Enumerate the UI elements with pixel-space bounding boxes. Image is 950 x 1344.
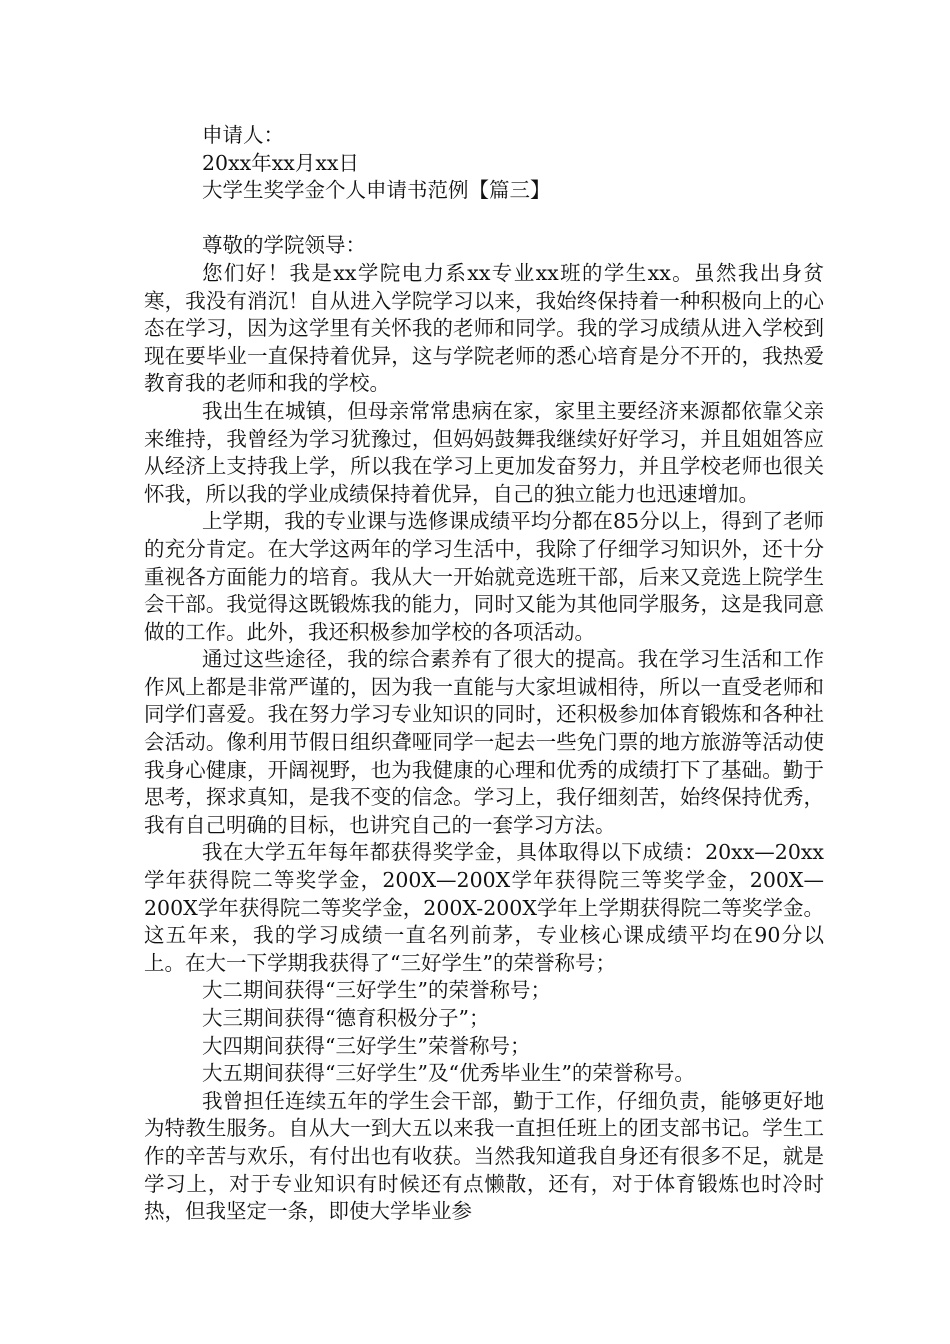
paragraph-2: 我出生在城镇，但母亲常常患病在家，家里主要经济来源都依靠父亲来维持，我曾经为学习犹豫过，但妈妈鼓舞我继续好好学习，并且姐姐答应从经济上支持我上学，所以我在学习上更加发奋努力，并且学校老师也很关怀我，所以我的学业成绩保持着优异，自己的独立能力也迅速增加。 xyxy=(144,398,824,506)
document-title: 大学生奖学金个人申请书范例【篇三】 xyxy=(202,178,551,203)
honor-item: 大五期间获得“三好学生”及“优秀毕业生”的荣誉称号。 xyxy=(202,1061,695,1086)
blank-line xyxy=(144,205,824,233)
honor-item: 大四期间获得“三好学生”荣誉称号； xyxy=(202,1033,531,1058)
paragraph-4: 通过这些途径，我的综合素养有了很大的提高。我在学习生活和工作作风上都是非常严谨的，因为我一直能与大家坦诚相待，所以一直受老师和同学们喜爱。我在努力学习专业知识的同时，还积极参加体育锻炼和各种社会活动。像利用节假日组织聋哑同学一起去一些免门票的地方旅游等活动使我身心健康，开阔视野，也为我健康的心理和优秀的成绩打下了基础。勤于思考，探求真知，是我不变的信念。学习上，我仔细刻苦，始终保持优秀，我有自己明确的目标，也讲究自己的一套学习方法。 xyxy=(144,647,824,837)
paragraph-3: 上学期，我的专业课与选修课成绩平均分都在85分以上，得到了老师的充分肯定。在大学这两年的学习生活中，我除了仔细学习知识外，还十分重视各方面能力的培育。我从大一开始就竞选班干部，后来又竞选上院学生会干部。我觉得这既锻炼我的能力，同时又能为其他同学服务，这是我同意做的工作。此外，我还积极参加学校的各项活动。 xyxy=(144,509,824,644)
honor-item: 大三期间获得“德育积极分子”； xyxy=(202,1006,490,1030)
document-body xyxy=(144,122,824,1226)
paragraph-1: 您们好！我是xx学院电力系xx专业xx班的学生xx。虽然我出身贫寒，我没有消沉！自从进入学院学习以来，我始终保持着一种积极向上的心态在学习，因为这学里有关怀我的老师和同学。我的学习成绩从进入学校到现在要毕业一直保持着优异，这与学院老师的悉心培育是分不开的，我热爱教育我的老师和我的学校。 xyxy=(144,260,824,396)
date-line: 20xx年xx月xx日 xyxy=(202,150,359,175)
honor-item: 大二期间获得“三好学生”的荣誉称号； xyxy=(202,978,551,1003)
paragraph-5: 我在大学五年每年都获得奖学金，具体取得以下成绩：20xx—20xx学年获得院二等奖学金，200X—200X学年获得院三等奖学金，200X—200X学年获得院二等奖学金，200X-200X学年上学期获得院二等奖学金。这五年来，我的学习成绩一直名列前茅，专业核心课成绩平均在90分以上。在大一下学期我获得了“三好学生”的荣誉称号； xyxy=(144,840,824,975)
closing-paragraph: 我曾担任连续五年的学生会干部，勤于工作，仔细负责，能够更好地为特教生服务。自从大一到大五以来我一直担任班上的团支部书记。学生工作的辛苦与欢乐，有付出也有收获。当然我知道我自身还有很多不足，就是学习上，对于专业知识有时候还有点懒散，还有，对于体育锻炼也时冷时热，但我坚定一条，即使大学毕业参 xyxy=(144,1088,824,1224)
salutation: 尊敬的学院领导： xyxy=(202,233,366,258)
applicant-label: 申请人： xyxy=(202,123,284,147)
